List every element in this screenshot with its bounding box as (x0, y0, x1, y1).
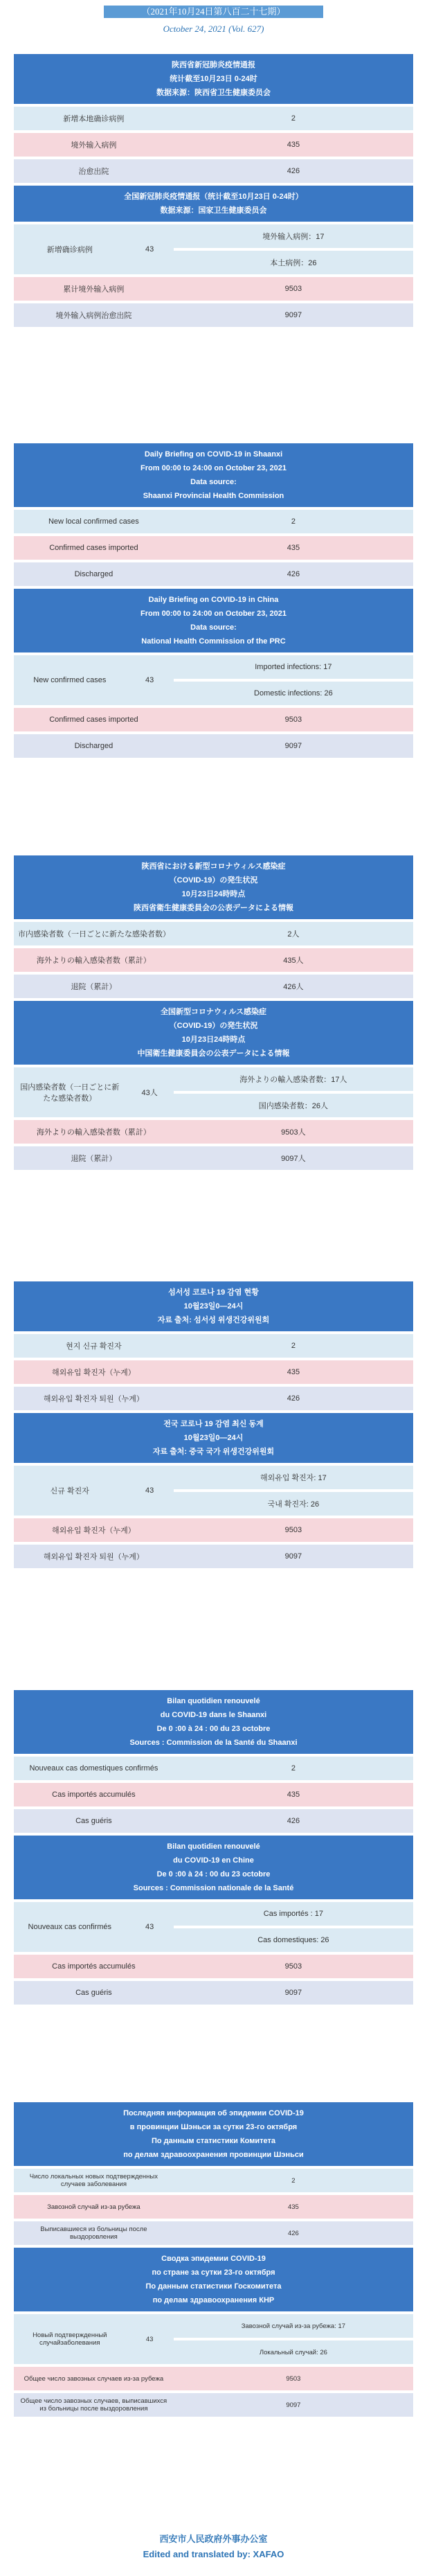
domestic-infections: Domestic infections: 26 (174, 682, 413, 705)
china-table-zh (14, 222, 413, 330)
title-line: Sources : Commission nationale de la Santé (133, 1884, 294, 1892)
title-line: по делам здравоохранения КНР (152, 2296, 275, 2304)
shaanxi-table-zh (14, 104, 413, 186)
row-label: 退院（累計） (14, 975, 174, 998)
row-cumulative-discharged (14, 303, 413, 327)
row-value: 435 (174, 1360, 413, 1384)
section-ko (14, 1281, 413, 1571)
row-imported (14, 1360, 413, 1384)
row-discharged (14, 1387, 413, 1410)
china-table-ja (14, 1065, 413, 1173)
issue-date: October 24, 2021 (Vol. 627) (163, 24, 264, 34)
title-line: 数据来源：国家卫生健康委员会 (160, 206, 267, 215)
title-line: Data source: (190, 478, 237, 486)
title-line: 陝西省衛生健康委員会の公表データによる情報 (134, 904, 293, 912)
row-cumulative-discharged (14, 1981, 413, 2005)
title-line: 陝西省における新型コロナウィルス感染症 (141, 862, 286, 871)
shaanxi-title-zh (14, 54, 413, 104)
row-value: 43 (126, 224, 174, 274)
row-label: 退院（累計） (14, 1146, 174, 1170)
row-cumulative-imported (14, 1120, 413, 1144)
row-value: 9503 (174, 708, 413, 731)
section-ru (14, 2102, 413, 2419)
china-table-ru (14, 2311, 413, 2419)
row-cumulative-imported (14, 1955, 413, 1978)
row-value: 426 (174, 1809, 413, 1833)
row-value: 43人 (126, 1067, 174, 1117)
footer-credit: Edited and translated by: XAFAO (143, 2549, 284, 2559)
row-value: 9097 (174, 2393, 413, 2417)
title-line: 10月23日24時時点 (181, 1036, 246, 1044)
row-value: 9503 (174, 1955, 413, 1978)
row-local (14, 107, 413, 130)
row-value: 9503 (174, 277, 413, 301)
row-discharged (14, 1809, 413, 1833)
row-label: 해외유입 확진자 퇴원（누계） (14, 1387, 174, 1410)
row-label: 治愈出院 (14, 159, 174, 183)
row-cumulative-discharged (14, 1545, 413, 1568)
row-discharged (14, 2221, 413, 2245)
title-line: du COVID-19 en Chine (173, 1856, 254, 1865)
title-line: 全国新冠肺炎疫情通报（统计截至10月23日 0-24时） (124, 193, 303, 201)
row-value: 9503 (174, 2367, 413, 2390)
title-line: Последняя информация об эпидемии COVID-19 (123, 2109, 304, 2117)
shaanxi-table-ru (14, 2166, 413, 2248)
row-imported (14, 948, 413, 972)
row-value: 426人 (174, 975, 413, 998)
china-title-ru (14, 2248, 413, 2311)
imported-infections: Imported infections: 17 (174, 655, 413, 679)
row-value: 2 (174, 107, 413, 130)
shaanxi-table-fr (14, 1754, 413, 1836)
row-label: 해외유입 확진자（누계） (14, 1360, 174, 1384)
row-value: 9097人 (174, 1146, 413, 1170)
section-fr (14, 1690, 413, 2007)
row-label: Nouveaux cas domestiques confirmés (14, 1757, 174, 1780)
title-line: 数据来源：陕西省卫生健康委员会 (156, 89, 271, 97)
row-label: 新增确诊病例 (14, 224, 126, 274)
row-label: 累计境外输入病例 (14, 277, 174, 301)
row-new-confirmed (14, 1466, 413, 1489)
row-value: 2 (174, 1334, 413, 1358)
domestic-infections: Cas domestiques: 26 (174, 1928, 413, 1952)
title-line: De 0 :00 à 24 : 00 du 23 octobre (156, 1725, 271, 1733)
shaanxi-table-en (14, 507, 413, 589)
row-label: Confirmed cases imported (14, 708, 174, 731)
title-line: 섬서성 코로나 19 감염 현황 (168, 1288, 259, 1297)
row-label: Cas guéris (14, 1981, 174, 2005)
row-cumulative-imported (14, 277, 413, 301)
row-value: 426 (174, 159, 413, 183)
shaanxi-title-en (14, 443, 413, 507)
row-new-confirmed (14, 2314, 413, 2338)
row-cumulative-discharged (14, 1146, 413, 1170)
shaanxi-title-ru (14, 2102, 413, 2166)
row-imported (14, 536, 413, 560)
row-label: Discharged (14, 734, 174, 758)
title-line: по делам здравоохранения провинции Шэньси (123, 2151, 304, 2159)
row-value: 2 (174, 510, 413, 533)
shaanxi-title-ko (14, 1281, 413, 1331)
row-discharged (14, 975, 413, 998)
row-label: Nouveaux cas confirmés (14, 1902, 126, 1952)
row-label: Завозной случай из-за рубежа (14, 2195, 174, 2219)
title-line: в провинции Шэньси за сутки 23-го октября (129, 2123, 298, 2131)
title-line: по стране за сутки 23-го октября (152, 2268, 275, 2277)
row-value: 426 (174, 562, 413, 586)
row-imported (14, 133, 413, 157)
row-value: 43 (126, 655, 174, 705)
title-line: По данным статистики Госкомитета (145, 2282, 282, 2291)
row-label: Общее число завозных случаев из-за рубежа (14, 2367, 174, 2390)
row-local (14, 2169, 413, 2192)
title-line: 자료 출처: 중국 국가 위생건강위원회 (152, 1448, 275, 1456)
row-imported (14, 2195, 413, 2219)
title-line: Сводка эпидемии COVID-19 (161, 2255, 266, 2263)
row-value: 426 (174, 1387, 413, 1410)
row-label: New confirmed cases (14, 655, 126, 705)
title-line: Data source: (190, 623, 237, 632)
row-label: 海外よりの輸入感染者数（累計） (14, 948, 174, 972)
row-imported (14, 1783, 413, 1806)
row-label: New local confirmed cases (14, 510, 174, 533)
title-line: 全国新型コロナウィルス感染症 (160, 1008, 266, 1016)
china-title-ko (14, 1413, 413, 1463)
title-line: По данным статистики Комитета (151, 2137, 276, 2145)
row-value: 9097 (174, 303, 413, 327)
row-label: 境外输入病例 (14, 133, 174, 157)
imported-infections: 海外よりの輸入感染者数：17人 (174, 1067, 413, 1091)
china-title-fr (14, 1836, 413, 1899)
domestic-infections: Локальный случай: 26 (174, 2340, 413, 2364)
section-zh (14, 54, 413, 330)
title-line: Sources : Commission de la Santé du Shaanxi (129, 1739, 298, 1747)
row-cumulative-discharged (14, 734, 413, 758)
row-value: 43 (126, 1902, 174, 1952)
row-local (14, 1757, 413, 1780)
row-value: 9097 (174, 1981, 413, 2005)
row-value: 435 (174, 2195, 413, 2219)
shaanxi-table-ja (14, 919, 413, 1001)
title-line: From 00:00 to 24:00 on October 23, 2021 (140, 610, 287, 618)
row-label: 신규 확진자 (14, 1466, 126, 1516)
shaanxi-table-ko (14, 1331, 413, 1413)
china-table-ko (14, 1463, 413, 1571)
row-new-confirmed (14, 655, 413, 679)
row-cumulative-discharged (14, 2393, 413, 2417)
row-value: 2 (174, 1757, 413, 1780)
title-line: 统计截至10月23日 0-24时 (170, 75, 257, 83)
row-value: 2人 (174, 922, 413, 945)
china-table-fr (14, 1899, 413, 2007)
section-ja (14, 855, 413, 1173)
row-label: Новый подтвержденный случайзаболевания (14, 2314, 126, 2364)
row-cumulative-imported (14, 2367, 413, 2390)
title-line: 10월23일0—24시 (183, 1434, 244, 1442)
row-local (14, 510, 413, 533)
row-value: 435 (174, 536, 413, 560)
section-en (14, 443, 413, 761)
shaanxi-title-fr (14, 1690, 413, 1754)
row-label: 市内感染者数（一日ごとに新たな感染者数） (14, 922, 174, 945)
row-cumulative-imported (14, 1518, 413, 1542)
row-label: Общее число завозных случаев, выписавшихся из больницы после выздоровления (14, 2393, 174, 2417)
china-title-ja (14, 1001, 413, 1065)
title-line: 10月23日24時時点 (181, 890, 246, 898)
row-value: 9097 (174, 734, 413, 758)
row-label: 해외유입 확진자 퇴원（누계） (14, 1545, 174, 1568)
row-label: Cas importés accumulés (14, 1783, 174, 1806)
row-label: Discharged (14, 562, 174, 586)
row-discharged (14, 159, 413, 183)
footer (0, 2532, 427, 2562)
china-title-zh (14, 186, 413, 222)
row-label: Confirmed cases imported (14, 536, 174, 560)
title-line: （COVID-19）の発生状況 (169, 1022, 258, 1030)
row-value: 43 (126, 2314, 174, 2364)
china-table-en (14, 652, 413, 761)
title-line: National Health Commission of the PRC (141, 637, 286, 646)
row-value: 9503 (174, 1518, 413, 1542)
title-line: De 0 :00 à 24 : 00 du 23 octobre (156, 1870, 271, 1878)
issue-number: （2021年10月24日第八百二十七期） (104, 6, 323, 18)
imported-infections: 해외유입 확진자: 17 (174, 1466, 413, 1489)
row-discharged (14, 562, 413, 586)
row-label: Cas guéris (14, 1809, 174, 1833)
row-new-confirmed (14, 224, 413, 248)
title-line: From 00:00 to 24:00 on October 23, 2021 (140, 464, 287, 472)
row-local (14, 1334, 413, 1358)
title-line: 陕西省新冠肺炎疫情通报 (172, 61, 255, 69)
title-line: 10월23일0—24시 (183, 1302, 244, 1311)
title-line: Shaanxi Provincial Health Commission (143, 492, 284, 500)
title-line: Bilan quotidien renouvelé (167, 1842, 260, 1851)
row-label: 海外よりの輸入感染者数（累計） (14, 1120, 174, 1144)
footer-org: 西安市人民政府外事办公室 (159, 2534, 268, 2544)
row-label: 현지 신규 확진자 (14, 1334, 174, 1358)
china-title-en (14, 589, 413, 652)
row-value: 43 (126, 1466, 174, 1516)
issue-header (0, 0, 427, 45)
row-value: 435人 (174, 948, 413, 972)
imported-infections: Завозной случай из-за рубежа: 17 (174, 2314, 413, 2338)
row-new-confirmed (14, 1067, 413, 1091)
row-label: 国内感染者数（一日ごとに新たな感染者数） (14, 1067, 126, 1117)
row-label: Число локальных новых подтвержденных случаев заболевания (14, 2169, 174, 2192)
title-line: du COVID-19 dans le Shaanxi (160, 1711, 267, 1719)
title-line: 자료 출처: 섬서성 위생건강위원회 (157, 1316, 270, 1324)
row-value: 426 (174, 2221, 413, 2245)
row-label: 境外输入病例治愈出院 (14, 303, 174, 327)
title-line: Daily Briefing on COVID-19 in Shaanxi (144, 450, 283, 459)
row-label: Cas importés accumulés (14, 1955, 174, 1978)
row-value: 9503人 (174, 1120, 413, 1144)
title-line: 中国衛生健康委員会の公表データによる情報 (137, 1049, 290, 1058)
imported-infections: 境外输入病例：17 (174, 224, 413, 248)
row-label: 해외유입 확진자（누계） (14, 1518, 174, 1542)
imported-infections: Cas importés : 17 (174, 1902, 413, 1926)
row-label: 新增本地确诊病例 (14, 107, 174, 130)
row-label: Выписавшиеся из больницы после выздоровления (14, 2221, 174, 2245)
domestic-infections: 国内感染者数：26人 (174, 1094, 413, 1117)
row-value: 435 (174, 133, 413, 157)
row-value: 435 (174, 1783, 413, 1806)
row-cumulative-imported (14, 708, 413, 731)
title-line: Daily Briefing on COVID-19 in China (148, 596, 279, 604)
domestic-infections: 국내 확진자: 26 (174, 1492, 413, 1516)
title-line: Bilan quotidien renouvelé (167, 1697, 260, 1705)
title-line: 전국 코로나 19 감염 최신 동계 (163, 1420, 264, 1428)
row-value: 2 (174, 2169, 413, 2192)
domestic-infections: 本土病例：26 (174, 251, 413, 274)
shaanxi-title-ja (14, 855, 413, 919)
row-value: 9097 (174, 1545, 413, 1568)
row-new-confirmed (14, 1902, 413, 1926)
title-line: （COVID-19）の発生状況 (169, 876, 258, 885)
row-local (14, 922, 413, 945)
